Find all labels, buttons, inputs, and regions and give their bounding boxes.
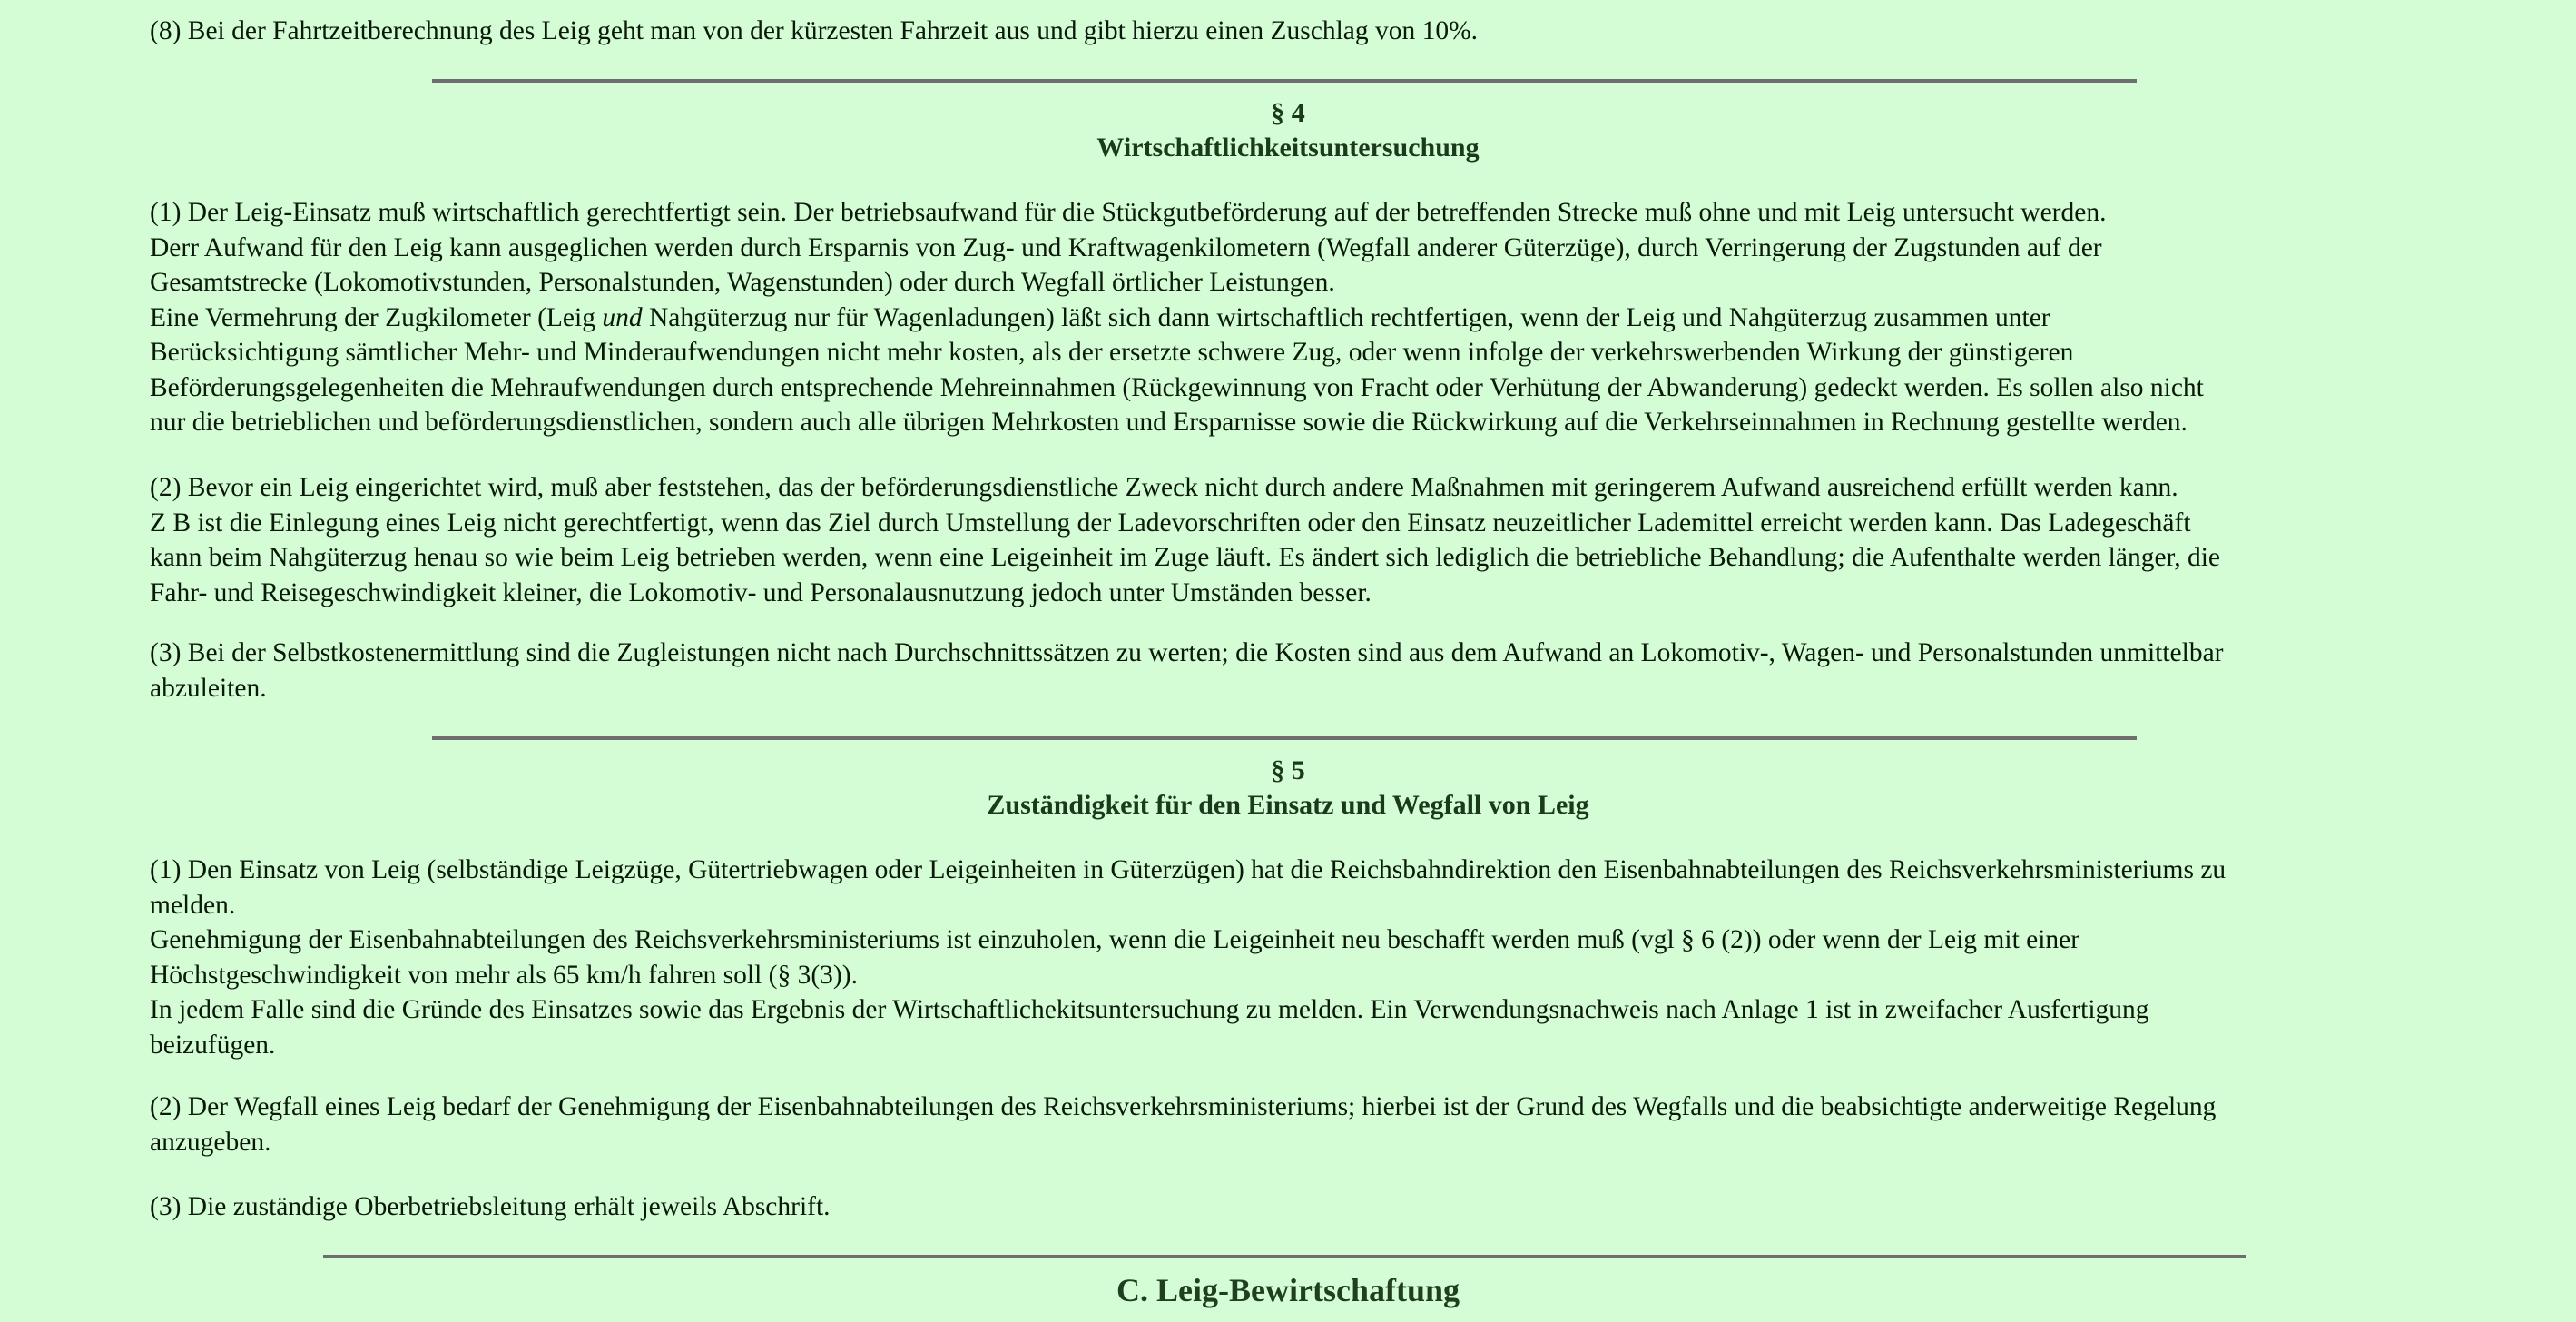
section-5-paragraph-1 (150, 853, 2428, 1062)
emphasis-text: und (602, 302, 643, 332)
section-4-paragraph-1 (150, 195, 2428, 440)
section-5-paragraph-2 (150, 1090, 2428, 1159)
section-5-title: Zuständigkeit für den Einsatz und Wegfall von Leig (987, 790, 1589, 820)
text-line: Beförderungsgelegenheiten die Mehraufwendungen durch entsprechende Mehreinnahmen (Rückgewinnung von Fracht oder Verhütung der Abwanderung) gedeckt werden. Es sollen also nicht (150, 372, 2204, 402)
text-line: anzugeben. (150, 1127, 271, 1157)
divider (432, 736, 2137, 740)
text-line: nur die betrieblichen und beförderungsdienstlichen, sondern auch alle übrigen Mehrkosten und Ersparnisse sowie die Rückwirkung auf die Verkehrseinnahmen in Rechnung gestellte werden. (150, 408, 2188, 437)
text-line: Berücksichtigung sämtlicher Mehr- und Minderaufwendungen nicht mehr kosten, als der ersetzte schwere Zug, oder wenn infolge der verkehrswerbenden Wirkung der günstigeren (150, 338, 2074, 367)
text-line: In jedem Falle sind die Gründe des Einsatzes sowie das Ergebnis der Wirtschaftlichekitsuntersuchung zu melden. Ein Verwendungsnachweis nach Anlage 1 ist in zweifacher Ausfertigung (150, 995, 2149, 1024)
divider (432, 79, 2137, 83)
section-5-paragraph-3 (150, 1189, 2428, 1225)
text-line: abzuleiten. (150, 673, 267, 703)
text-line: (1) Den Einsatz von Leig (selbständige Leigzüge, Gütertriebwagen oder Leigeinheiten in Güterzügen) hat die Reichsbahndirektion den Eisenbahnabteilungen des Reichsverkehrsministeriums zu (150, 855, 2227, 884)
text-line: Genehmigung der Eisenbahnabteilungen des Reichsverkehrsministeriums ist einzuholen, wenn die Leigeinheit neu beschafft werden muß (vgl § 6 (2)) oder wenn der Leig mit einer (150, 925, 2080, 954)
section-4-paragraph-2 (150, 470, 2428, 610)
text-line: (3) Die zuständige Oberbetriebsleitung erhält jeweils Abschrift. (150, 1192, 831, 1221)
text-line: Fahr- und Reisegeschwindigkeit kleiner, die Lokomotiv- und Personalausnutzung jedoch unter Umständen besser. (150, 577, 1372, 607)
text-segment: Eine Vermehrung der Zugkilometer (Leig (150, 302, 603, 332)
text-line: Gesamtstrecke (Lokomotivstunden, Personalstunden, Wagenstunden) oder durch Wegfall örtlicher Leistungen. (150, 268, 1335, 297)
paragraph-3-8 (150, 14, 2428, 49)
section-4-number: § 4 (1271, 98, 1305, 128)
section-4-title: Wirtschaftlichkeitsuntersuchung (1096, 133, 1480, 163)
section-5-number: § 5 (1271, 755, 1305, 785)
text-line: (3) Bei der Selbstkostenermittlung sind die Zugleistungen nicht nach Durchschnittssätzen zu werten; die Kosten sind aus dem Aufwand an Lokomotiv-, Wagen- und Personalstunden unmittelbar (150, 638, 2224, 667)
text-line: (2) Bevor ein Leig eingerichtet wird, muß aber feststehen, das der beförderungsdienstliche Zweck nicht durch andere Maßnahmen mit geringerem Aufwand ausreichend erfüllt werden kann. (150, 473, 2178, 502)
text-line: kann beim Nahgüterzug henau so wie beim Leig betrieben werden, wenn eine Leigeinheit im Zuge läuft. Es ändert sich lediglich die betriebliche Behandlung; die Aufenthalte werden länger, die (150, 543, 2220, 572)
text-segment: Nahgüterzug nur für Wagenladungen) läßt sich dann wirtschaftlich rechtfertigen, wenn der Leig und Nahgüterzug zusammen unter (642, 302, 2050, 332)
text-line: (8) Bei der Fahrtzeitberechnung des Leig geht man von der kürzesten Fahrzeit aus und gibt hierzu einen Zuschlag von 10%. (150, 16, 1479, 45)
text-line: beizufügen. (150, 1030, 276, 1060)
text-line: melden. (150, 890, 236, 920)
divider (323, 1255, 2246, 1258)
text-line: Derr Aufwand für den Leig kann ausgeglichen werden durch Ersparnis von Zug- und Kraftwagenkilometern (Wegfall anderer Güterzüge), durch Verringerung der Zugstunden auf der (150, 232, 2102, 262)
text-line: Höchstgeschwindigkeit von mehr als 65 km/h fahren soll (§ 3(3)). (150, 960, 858, 990)
text-line (150, 301, 2428, 336)
text-line: Z B ist die Einlegung eines Leig nicht gerechtfertigt, wenn das Ziel durch Umstellung der Ladevorschriften oder den Einsatz neuzeitlicher Lademittel erreicht werden kann. Das Ladegeschäft (150, 508, 2191, 538)
text-line: (1) Der Leig-Einsatz muß wirtschaftlich gerechtfertigt sein. Der betriebsaufwand für die Stückgutbeförderung auf der betreffenden Strecke muß ohne und mit Leig untersucht werden. (150, 198, 2107, 227)
chapter-title: C. Leig-Bewirtschaftung (1116, 1272, 1460, 1308)
text-line: (2) Der Wegfall eines Leig bedarf der Genehmigung der Eisenbahnabteilungen des Reichsverkehrsministeriums; hierbei ist der Grund des Wegfalls und die beabsichtigte anderweitige Regelung (150, 1092, 2217, 1121)
section-4-paragraph-3 (150, 636, 2428, 705)
